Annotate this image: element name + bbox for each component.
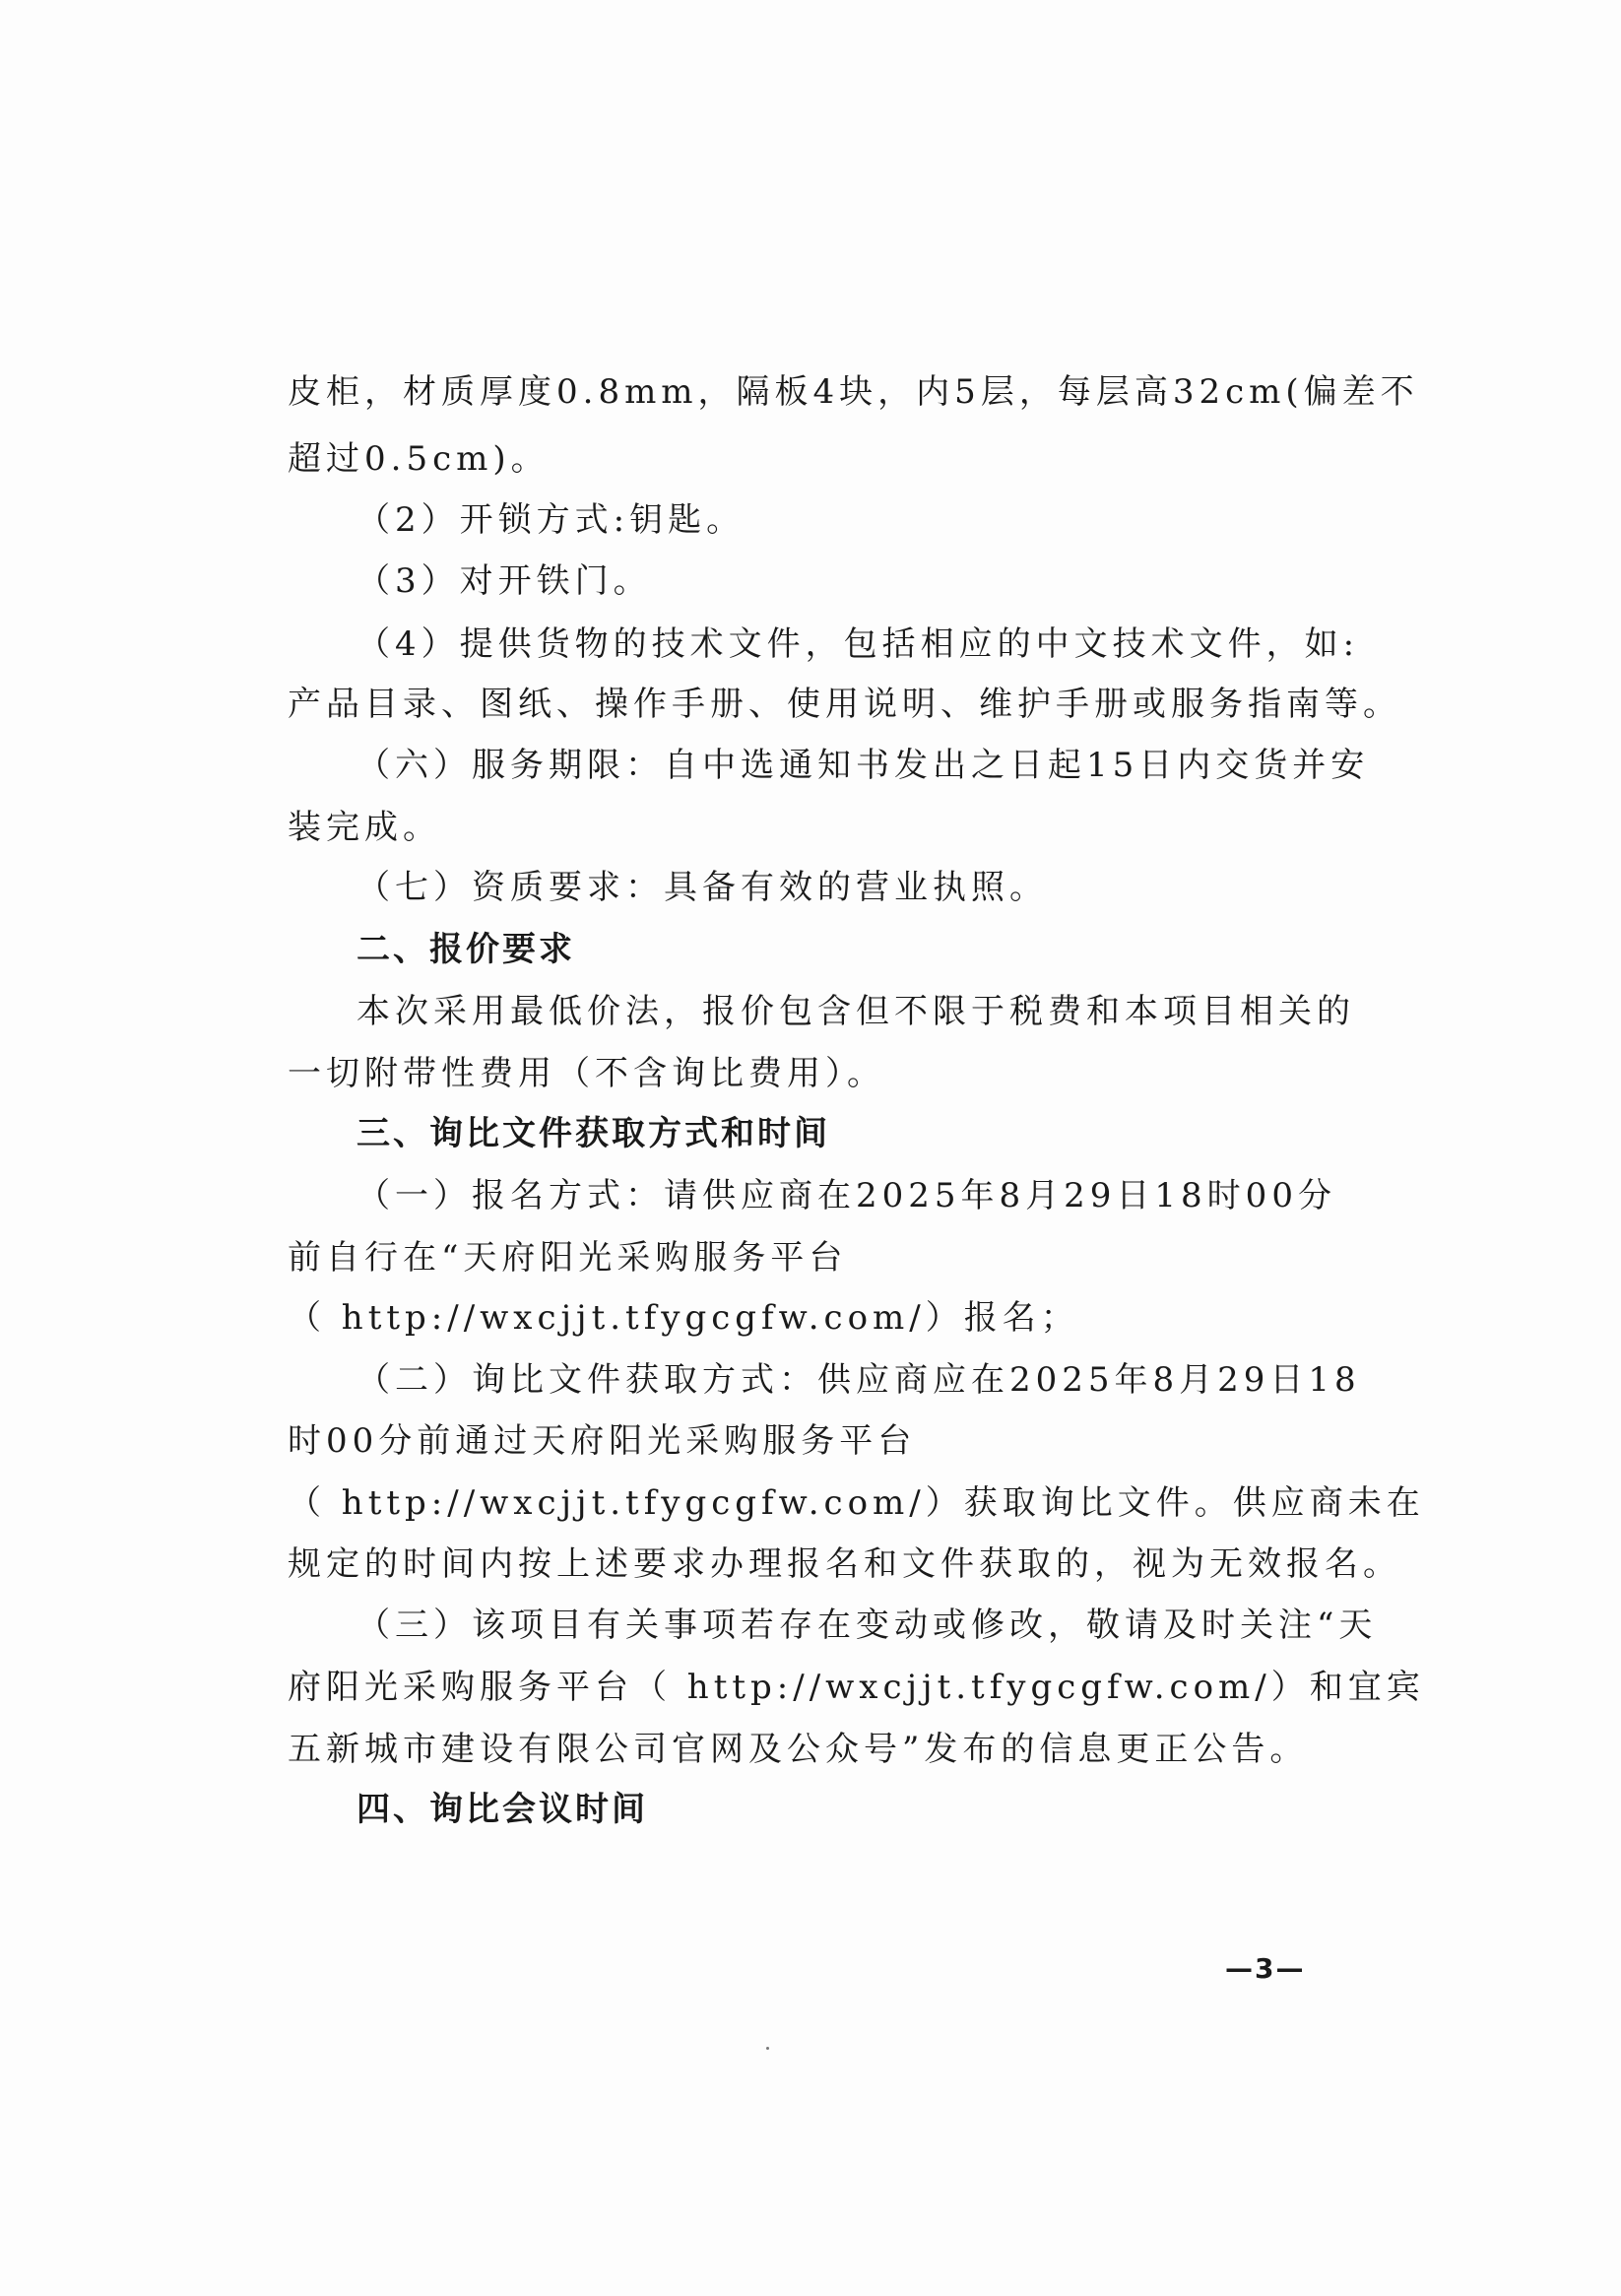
body-line: （ http://wxcjjt.tfygcgfw.com/）报名； [288, 1298, 1079, 1338]
body-line: （2）开锁方式:钥匙。 [357, 500, 746, 540]
body-line: 规定的时间内按上述要求办理报名和文件获取的，视为无效报名。 [288, 1544, 1401, 1584]
body-line: （三）该项目有关事项若存在变动或修改，敬请及时关注“天 [357, 1606, 1378, 1645]
body-line: 本次采用最低价法，报价包含但不限于税费和本项目相关的 [357, 992, 1355, 1031]
body-line: （一）报名方式：请供应商在2025年8月29日18时00分 [357, 1176, 1336, 1215]
body-line: 一切附带性费用（不含询比费用）。 [288, 1054, 885, 1093]
scan-speck [766, 2047, 769, 2050]
body-line: 超过0.5cm)。 [288, 439, 550, 479]
body-line: （3）对开铁门。 [357, 561, 652, 601]
body-line: 装完成。 [288, 808, 441, 847]
section-heading: 三、询比文件获取方式和时间 [357, 1114, 830, 1153]
body-line: 产品目录、图纸、操作手册、使用说明、维护手册或服务指南等。 [288, 685, 1401, 724]
body-line: （ http://wxcjjt.tfygcgfw.com/）获取询比文件。供应商未在 [288, 1483, 1425, 1523]
section-heading: 四、询比会议时间 [357, 1790, 648, 1829]
body-line: （六）服务期限：自中选通知书发出之日起15日内交货并安 [357, 746, 1370, 785]
body-line: 前自行在“天府阳光采购服务平台 [288, 1238, 848, 1278]
body-line: 皮柜，材质厚度0.8mm，隔板4块，内5层，每层高32cm(偏差不 [288, 372, 1419, 412]
body-line: 府阳光采购服务平台（ http://wxcjjt.tfygcgfw.com/）和宜宾 [288, 1668, 1425, 1707]
body-line: （4）提供货物的技术文件，包括相应的中文技术文件，如: [357, 624, 1360, 664]
page-number: —3— [1225, 1952, 1306, 1985]
body-line: （二）询比文件获取方式：供应商应在2025年8月29日18 [357, 1360, 1361, 1400]
body-line: 时00分前通过天府阳光采购服务平台 [288, 1421, 917, 1461]
body-line: （七）资质要求：具备有效的营业执照。 [357, 868, 1048, 907]
section-heading: 二、报价要求 [357, 930, 575, 969]
body-line: 五新城市建设有限公司官网及公众号”发布的信息更正公告。 [288, 1730, 1309, 1769]
